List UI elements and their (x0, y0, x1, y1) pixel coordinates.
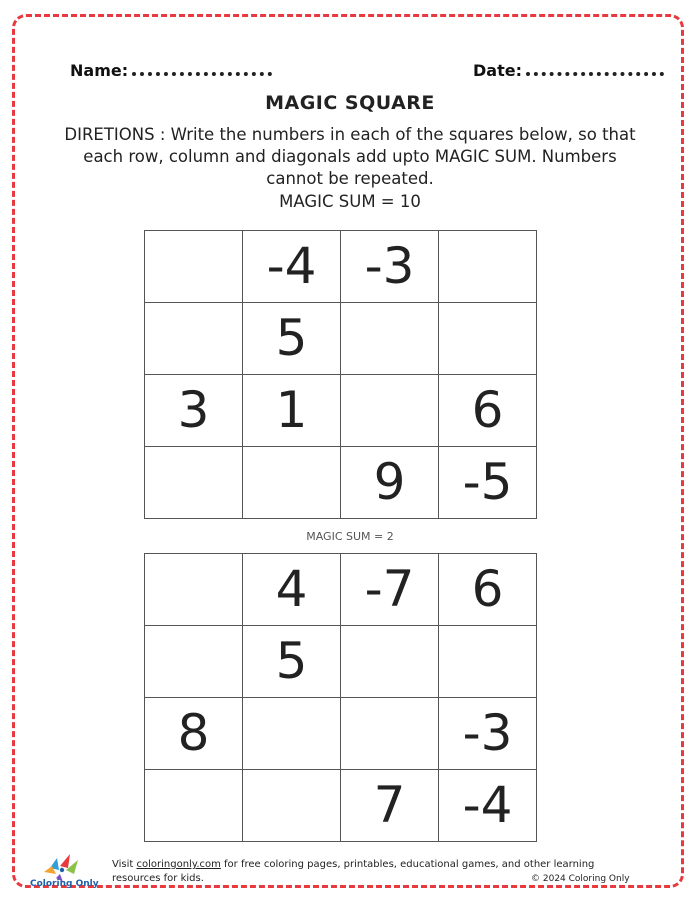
date-field (473, 58, 664, 80)
grid-cell[interactable]: 5 (243, 626, 341, 698)
grid-cell[interactable]: 1 (243, 375, 341, 447)
grid-cell[interactable] (243, 770, 341, 842)
grid-cell[interactable]: 6 (439, 375, 537, 447)
name-field (70, 58, 272, 80)
grid-cell[interactable] (341, 375, 439, 447)
grid-cell[interactable] (243, 447, 341, 519)
grid-cell[interactable] (439, 303, 537, 375)
name-blank-line[interactable] (132, 58, 272, 76)
footer-visit: Visit (112, 859, 137, 870)
directions-text: DIRETIONS : Write the numbers in each of the squares below, so that each row, column and diagonals add upto MAGIC SUM. Numbers cannot be repeated. (64, 125, 636, 188)
magic-square-grid-1 (144, 230, 537, 519)
grid-row (145, 375, 537, 447)
grid-cell[interactable] (145, 231, 243, 303)
grid-cell[interactable] (145, 554, 243, 626)
grid-row (145, 231, 537, 303)
grid-cell[interactable]: 5 (243, 303, 341, 375)
name-label: Name: (70, 61, 129, 80)
grid-cell[interactable] (243, 698, 341, 770)
grid-cell[interactable] (341, 303, 439, 375)
grid-cell[interactable] (439, 231, 537, 303)
grid-cell[interactable] (145, 626, 243, 698)
grid-cell[interactable]: -3 (341, 231, 439, 303)
grid-cell[interactable] (145, 447, 243, 519)
grid-cell[interactable]: -5 (439, 447, 537, 519)
magic-square-grid-2 (144, 553, 537, 842)
logo-text: Coloring Only (30, 879, 99, 889)
grid-cell[interactable]: -7 (341, 554, 439, 626)
grid-cell[interactable]: 4 (243, 554, 341, 626)
grid-row (145, 626, 537, 698)
page-title: MAGIC SQUARE (265, 92, 435, 114)
grid-row (145, 698, 537, 770)
grid-cell[interactable] (341, 698, 439, 770)
magic-sum-1-label: MAGIC SUM = 10 (279, 192, 421, 211)
grid-cell[interactable] (341, 626, 439, 698)
magic-sum-2-label: MAGIC SUM = 2 (306, 530, 394, 543)
grid-cell[interactable]: 9 (341, 447, 439, 519)
grid-cell[interactable]: 3 (145, 375, 243, 447)
grid-cell[interactable] (145, 303, 243, 375)
date-blank-line[interactable] (526, 58, 664, 76)
grid-cell[interactable]: -3 (439, 698, 537, 770)
grid-cell[interactable] (439, 626, 537, 698)
grid-cell[interactable]: -4 (439, 770, 537, 842)
grid-row (145, 447, 537, 519)
grid-cell[interactable]: 8 (145, 698, 243, 770)
grid-cell[interactable]: 6 (439, 554, 537, 626)
footer-rest: for free coloring pages, printables, educational games, and other learning resources for kids. (112, 859, 595, 884)
copyright-text: © 2024 Coloring Only (531, 874, 630, 884)
grid-cell[interactable]: 7 (341, 770, 439, 842)
footer-link[interactable]: coloringonly.com (136, 859, 221, 870)
date-label: Date: (473, 61, 522, 80)
grid-row (145, 770, 537, 842)
grid-cell[interactable] (145, 770, 243, 842)
grid-row (145, 554, 537, 626)
grid-row (145, 303, 537, 375)
grid-cell[interactable]: -4 (243, 231, 341, 303)
